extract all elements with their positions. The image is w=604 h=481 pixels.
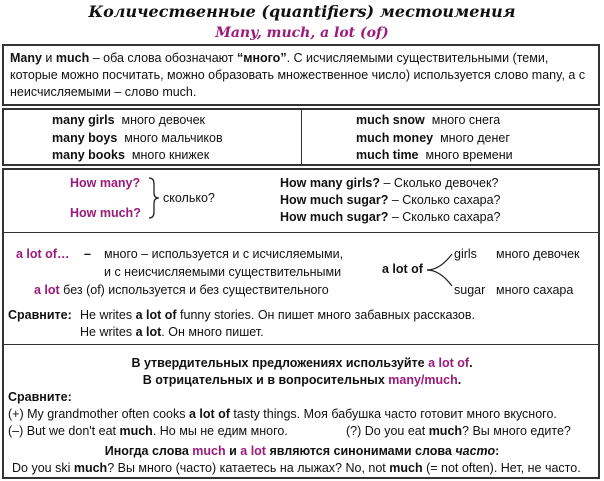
compare1-line2 [80, 325, 264, 339]
text: . [469, 356, 473, 370]
example-row [356, 130, 513, 148]
alot-dash: – [84, 247, 91, 261]
alot-desc3: без (of) используется и без существительного [59, 283, 329, 297]
text: much [73, 461, 108, 475]
intro-mnogo: “много” [236, 51, 287, 65]
alot-girls-ru: много девочек [496, 247, 580, 261]
compare1-label: Сравните: [8, 308, 72, 322]
example-en: much snow [356, 113, 425, 127]
example-row [52, 147, 223, 165]
text: и [225, 444, 241, 458]
question-row [280, 209, 501, 226]
compare2-label: Сравните: [8, 390, 72, 404]
example-en: much money [356, 130, 434, 145]
text: He writes [80, 325, 136, 339]
intro-many: Many [10, 51, 42, 65]
text: Иногда слова [104, 444, 193, 458]
example-row [356, 112, 513, 130]
compare2-line1 [8, 407, 557, 421]
text: Do you ski [12, 461, 74, 475]
question-ru: – Сколько сахара? [388, 193, 501, 207]
text: a lot [240, 444, 266, 458]
intro-box [2, 44, 600, 106]
question-row [280, 192, 501, 209]
text: В отрицательных и в вопросительных [142, 373, 389, 387]
intro-text1: – оба слова обозначают [89, 51, 237, 65]
example-ru: много мальчиков [124, 130, 223, 145]
intro-much: much [55, 51, 90, 65]
how-much-label: How much? [70, 206, 141, 220]
text: much [192, 444, 226, 458]
text: much [428, 424, 463, 438]
example-row [356, 147, 513, 165]
text: В утвердительных предложениях используйте [131, 356, 429, 370]
example-en: much time [356, 148, 419, 162]
text: (?) Do you eat [346, 424, 429, 438]
question-examples [280, 175, 501, 226]
text: many/much [388, 373, 458, 387]
example-en: many books [52, 148, 125, 162]
question-en: How many girls? [280, 176, 381, 190]
examples-box [2, 108, 600, 166]
example-ru: много времени [425, 148, 513, 162]
skolko-label: сколько? [163, 191, 215, 205]
brace-icon [147, 176, 161, 220]
intro-and: и [41, 51, 56, 65]
rule-line1 [0, 356, 604, 370]
question-ru: – Сколько сахара? [388, 210, 501, 224]
text: : [495, 444, 500, 458]
page-subtitle: Many, much, a lot (of) [215, 25, 389, 41]
text: a lot of [428, 356, 470, 370]
rule-line2 [0, 373, 604, 387]
synonyms-example [12, 461, 581, 475]
text: . Но мы не едим много. [152, 424, 288, 438]
examples-divider [301, 110, 302, 164]
example-row [52, 112, 223, 130]
text: a lot [135, 325, 162, 339]
alot-girls: girls [454, 247, 477, 261]
question-row [280, 175, 501, 192]
example-ru: много девочек [121, 113, 205, 127]
alot-sugar-ru: много сахара [496, 283, 574, 297]
section-divider [2, 232, 600, 233]
text: a lot of [135, 308, 177, 322]
text: . [457, 373, 462, 387]
text: (–) But we don't eat [8, 424, 120, 438]
text: ? Вы много (часто) катаетесь на лыжах? No, not [107, 461, 390, 475]
alot-label: a lot of… [16, 247, 70, 261]
example-en: many boys [52, 130, 118, 145]
fork-icon [426, 250, 456, 290]
examples-left [52, 112, 223, 165]
text: much [389, 461, 423, 475]
question-ru: – Сколько девочек? [380, 176, 499, 190]
alot-center: a lot of [382, 262, 423, 276]
text: ? Вы много едите? [462, 424, 571, 438]
page-title: Количественные (quantifiers) местоимения [88, 2, 516, 21]
section-divider [2, 344, 600, 345]
compare2-line3 [346, 424, 571, 438]
example-en: many girls [52, 113, 115, 127]
text: funny stories. Он пишет много забавных рассказов. [176, 308, 475, 322]
alot-desc1: много – используется и с исчисляемыми, [104, 247, 344, 261]
synonyms-rule [0, 444, 604, 458]
text: (= not often). Нет, не часто. [422, 461, 581, 475]
text: a lot of [188, 407, 230, 421]
text: He writes [80, 308, 136, 322]
text: часто [455, 444, 496, 458]
alot-sugar: sugar [454, 283, 486, 297]
compare2-line2 [8, 424, 288, 438]
text: (+) My grandmother often cooks [8, 407, 189, 421]
alot-desc3-row [34, 283, 329, 297]
question-en: How much sugar? [280, 193, 389, 207]
text: . Он много пишет. [161, 325, 264, 339]
text: tasty things. Моя бабушка часто готовит много вкусного. [229, 407, 557, 421]
intro-text2: . С исчисляемыми существительными (теми, которые можно посчитать, можно образовать множественное число) используется слово many, а с неисчисляемыми – слово much. [10, 51, 586, 99]
alot-desc2: и с неисчисляемыми существительными [104, 265, 342, 279]
examples-right [356, 112, 513, 165]
example-row [52, 130, 223, 148]
question-en: How much sugar? [280, 210, 389, 224]
example-ru: много снега [431, 113, 501, 127]
how-many-label: How many? [70, 176, 141, 190]
compare1-line1 [80, 308, 475, 322]
text: являются синонимами слова [265, 444, 456, 458]
alot-prefix: a lot [34, 283, 60, 297]
text: much [119, 424, 153, 438]
example-ru: много книжек [131, 148, 210, 162]
example-ru: много денег [440, 130, 510, 145]
